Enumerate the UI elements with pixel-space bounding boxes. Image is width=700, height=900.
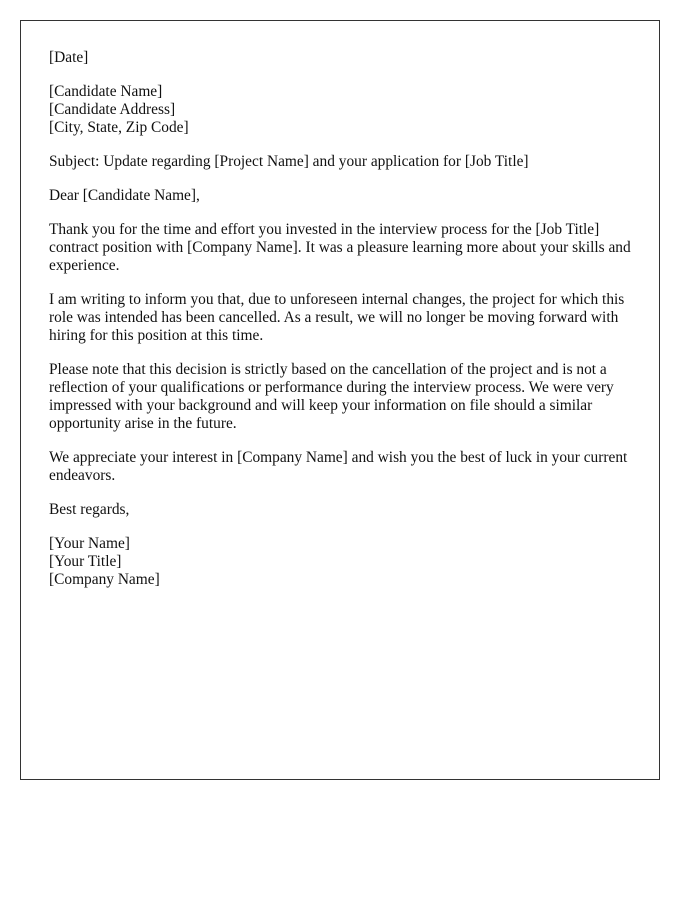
salutation: Dear [Candidate Name], [49, 187, 200, 204]
body-paragraph-cancellation: I am writing to inform you that, due to unforeseen internal changes, the project for which this role was intended has been cancelled. As a result, we will no longer be moving forward with hiring for this position at this time. [49, 291, 625, 344]
body-paragraph-thanks: Thank you for the time and effort you invested in the interview process for the [Job Title] contract position with [Company Name]. It was a pleasure learning more about your skills and experience. [49, 221, 631, 274]
recipient-name: [Candidate Name] [49, 83, 163, 100]
subject-block [49, 153, 631, 171]
signature-title: [Your Title] [49, 553, 122, 570]
letter-page [20, 20, 660, 780]
subject-line: Subject: Update regarding [Project Name] and your application for [Job Title] [49, 153, 529, 170]
recipient-address-block [49, 83, 631, 137]
signature-block [49, 535, 631, 589]
body-paragraph-appreciation: We appreciate your interest in [Company Name] and wish you the best of luck in your current endeavors. [49, 449, 628, 484]
date-block [49, 49, 631, 67]
recipient-city-state-zip: [City, State, Zip Code] [49, 119, 189, 136]
letter-date: [Date] [49, 49, 89, 66]
body-paragraph-clarification: Please note that this decision is strictly based on the cancellation of the project and is not a reflection of your qualifications or performance during the interview process. We were very impressed with your background and will keep your information on file should a similar opportunity arise in the future. [49, 361, 614, 432]
signature-name: [Your Name] [49, 535, 130, 552]
closing-block [49, 501, 631, 519]
recipient-address: [Candidate Address] [49, 101, 176, 118]
closing: Best regards, [49, 501, 130, 518]
signature-company: [Company Name] [49, 571, 160, 588]
salutation-block [49, 187, 631, 205]
